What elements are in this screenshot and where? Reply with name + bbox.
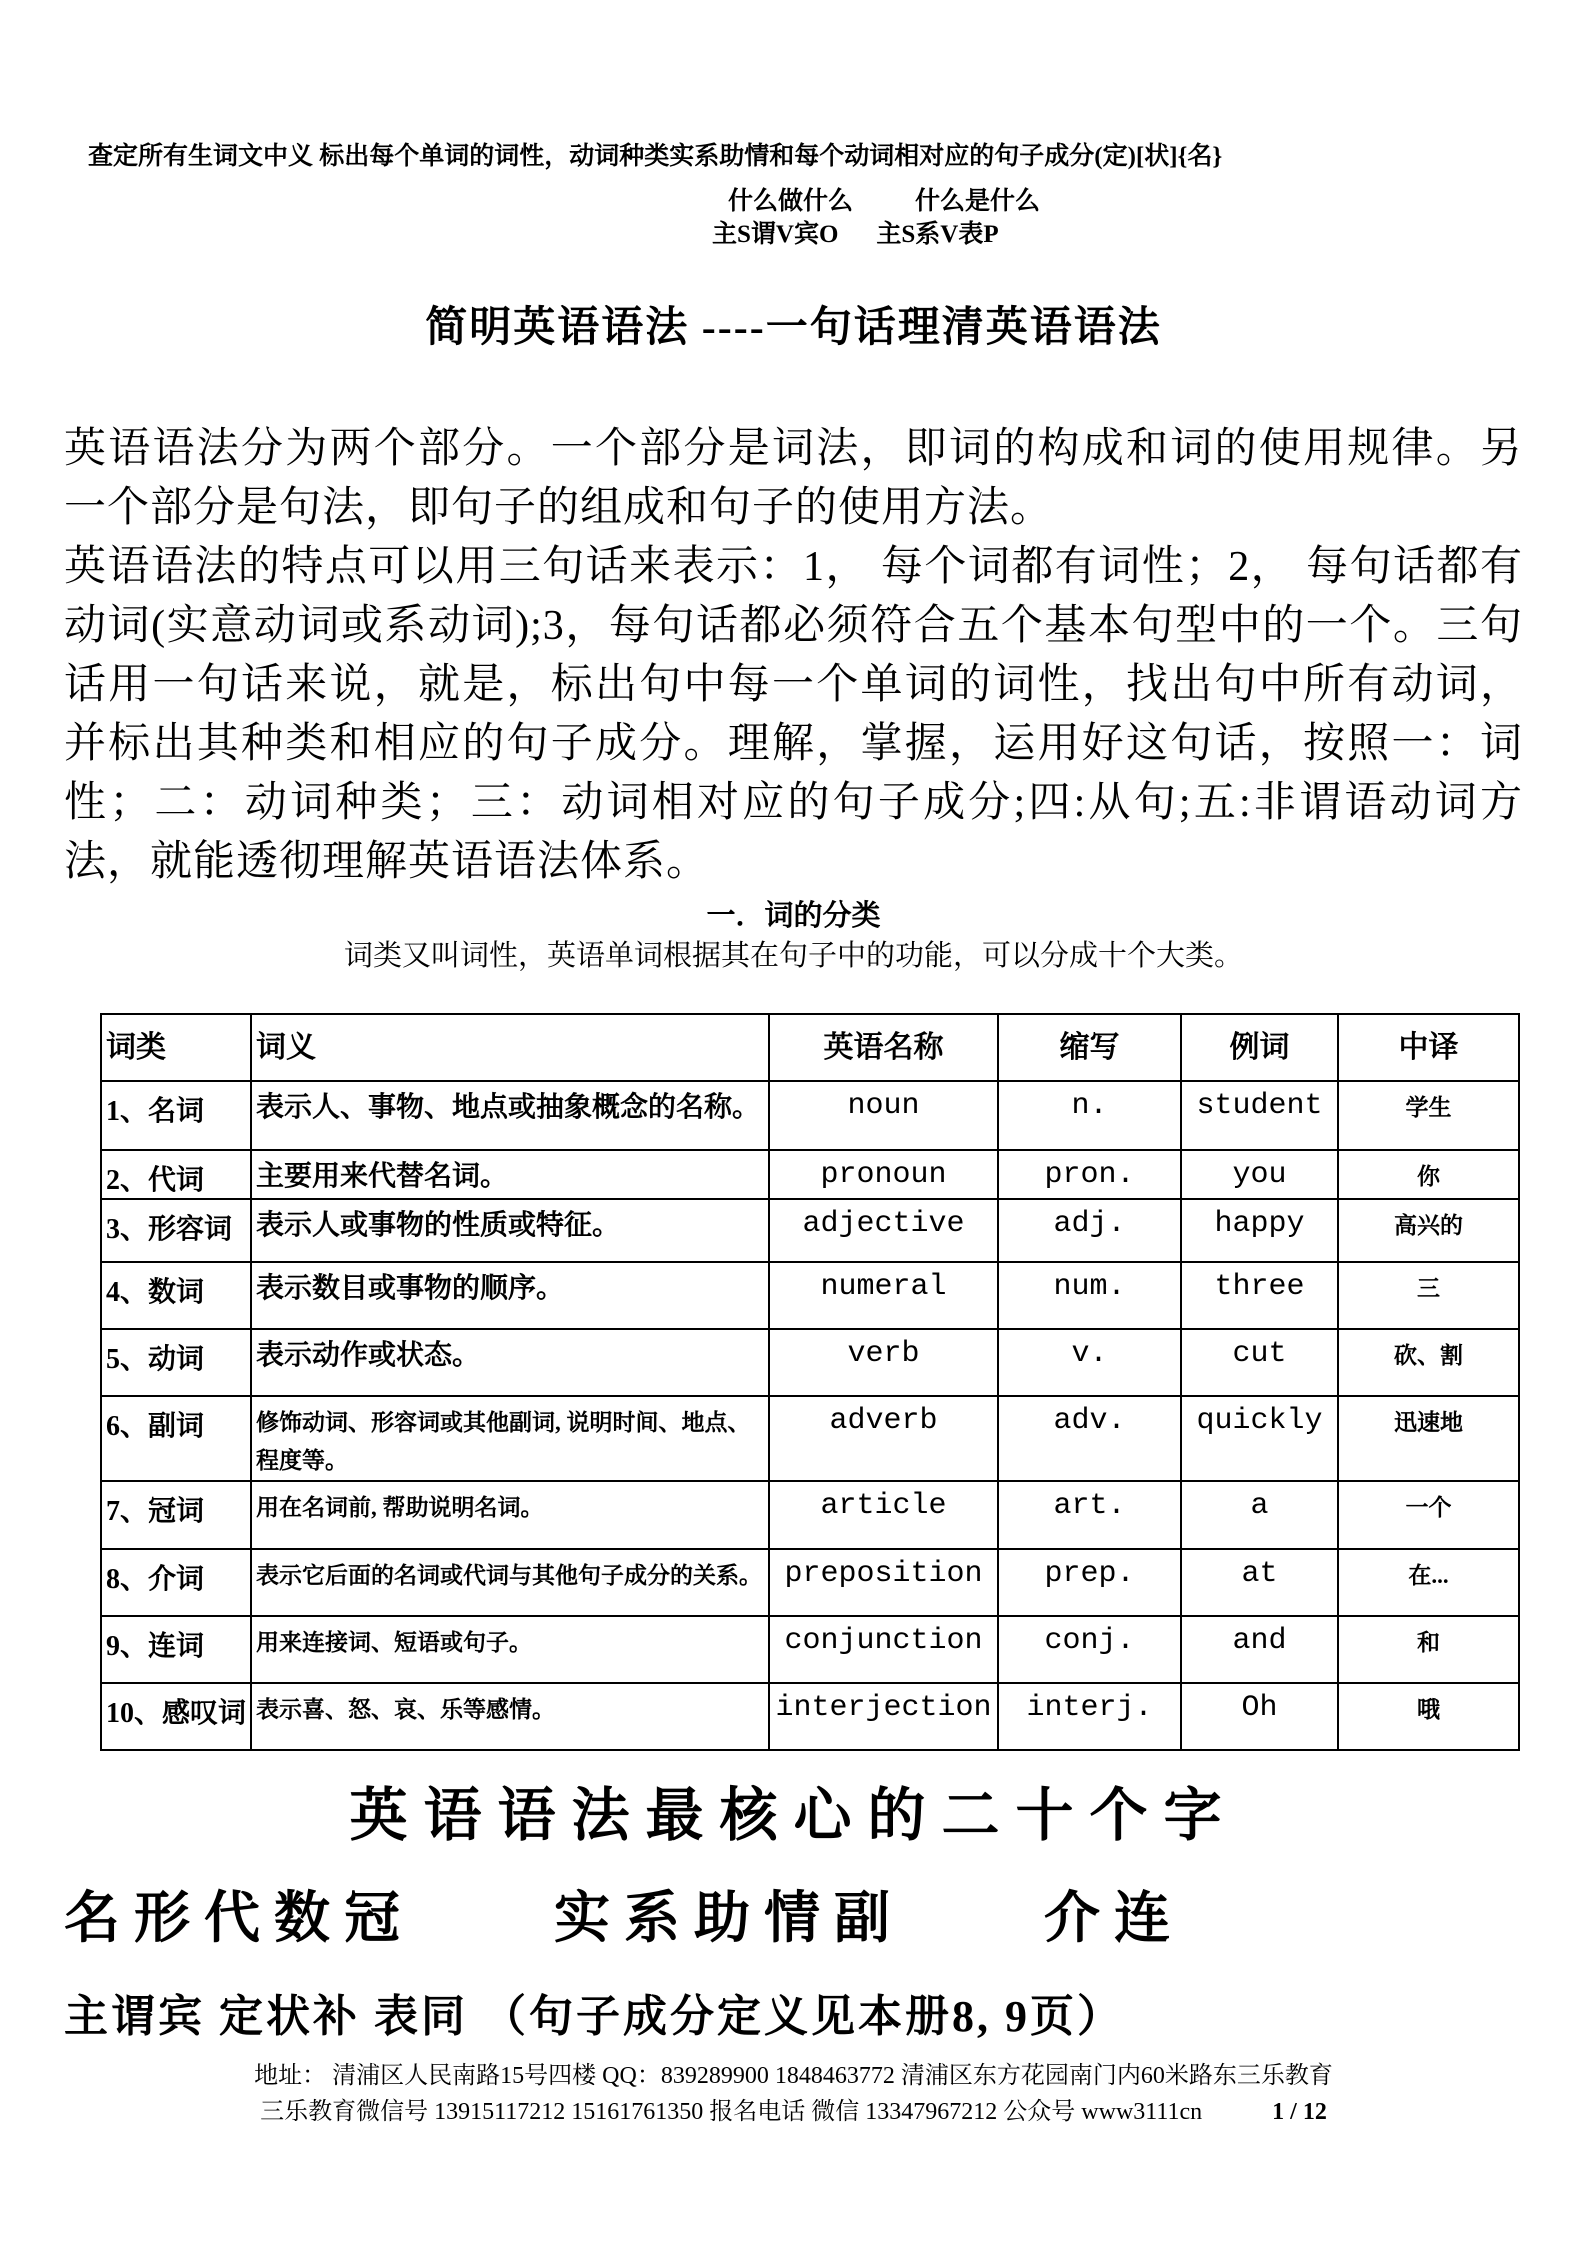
table-row: [101, 1150, 1519, 1199]
table-row: [101, 1481, 1519, 1549]
intro-paragraphs: [64, 420, 1523, 892]
cell-meaning: 用来连接词、短语或句子。: [251, 1616, 769, 1683]
cell-abbreviation: art.: [998, 1481, 1181, 1549]
cell-english-name: adjective: [769, 1199, 998, 1262]
core-heading: 英语语法最核心的二十个字: [349, 1783, 1238, 1848]
cell-chinese-translation: 和: [1338, 1616, 1519, 1683]
cell-english-name: noun: [769, 1081, 998, 1150]
cell-abbreviation: adv.: [998, 1396, 1181, 1481]
intro-paragraph-1: 英语语法分为两个部分。一个部分是词法，即词的构成和词的使用规律。另一个部分是句法，即句子的组成和句子的使用方法。: [64, 426, 1523, 531]
cell-word-class: 6、副词: [101, 1396, 251, 1481]
cell-word-class: 7、冠词: [101, 1481, 251, 1549]
section-heading: 一．词的分类: [706, 900, 881, 932]
table-row: [101, 1683, 1519, 1750]
table-row: [101, 1549, 1519, 1616]
cell-english-name: interjection: [769, 1683, 998, 1750]
annotation-structure-line: [712, 214, 999, 250]
cell-meaning: 表示人或事物的性质或特征。: [251, 1199, 769, 1262]
sentence-elements-line: 主谓宾 定状补 表同 （句子成分定义见本册8, 9页）: [64, 1992, 1124, 2041]
cell-word-class: 2、代词: [101, 1150, 251, 1199]
cell-meaning: 主要用来代替名词。: [251, 1150, 769, 1199]
cell-chinese-translation: 砍、割: [1338, 1329, 1519, 1396]
structure-svo-label: 主S谓V宾O: [712, 221, 839, 248]
cell-word-class: 4、数词: [101, 1262, 251, 1329]
cell-abbreviation: n.: [998, 1081, 1181, 1150]
page-footer: [0, 2058, 1587, 2130]
cell-chinese-translation: 哦: [1338, 1683, 1519, 1750]
word-classes-table: [100, 1013, 1520, 1751]
cell-example-word: student: [1181, 1081, 1338, 1150]
cell-word-class: 3、形容词: [101, 1199, 251, 1262]
cell-english-name: pronoun: [769, 1150, 998, 1199]
table-header-row: [101, 1014, 1519, 1081]
column-header-word-class: 词类: [101, 1014, 251, 1081]
cell-abbreviation: num.: [998, 1262, 1181, 1329]
column-header-abbreviation: 缩写: [998, 1014, 1181, 1081]
table-row: [101, 1329, 1519, 1396]
cell-english-name: conjunction: [769, 1616, 998, 1683]
cell-abbreviation: prep.: [998, 1549, 1181, 1616]
column-header-example-word: 例词: [1181, 1014, 1338, 1081]
cell-meaning: 用在名词前, 帮助说明名词。: [251, 1481, 769, 1549]
cell-word-class: 8、介词: [101, 1549, 251, 1616]
cell-word-class: 9、连词: [101, 1616, 251, 1683]
page-title: 简明英语语法 ----一句话理清英语语法: [425, 305, 1162, 351]
footer-contact-line: [0, 2094, 1587, 2130]
cell-example-word: three: [1181, 1262, 1338, 1329]
column-header-meaning: 词义: [251, 1014, 769, 1081]
cell-example-word: Oh: [1181, 1683, 1338, 1750]
cell-english-name: numeral: [769, 1262, 998, 1329]
column-header-english-name: 英语名称: [769, 1014, 998, 1081]
cell-word-class: 1、名词: [101, 1081, 251, 1150]
cell-meaning: 表示它后面的名词或代词与其他句子成分的关系。: [251, 1549, 769, 1616]
cell-meaning: 表示喜、怒、哀、乐等感情。: [251, 1683, 769, 1750]
footer-contacts: 三乐教育微信号 13915117212 15161761350 报名电话 微信 13347967212 公众号 www3111cn: [260, 2099, 1203, 2125]
cell-abbreviation: interj.: [998, 1683, 1181, 1750]
cell-abbreviation: v.: [998, 1329, 1181, 1396]
structure-svp-label: 主S系V表P: [876, 221, 999, 248]
cell-meaning: 表示数目或事物的顺序。: [251, 1262, 769, 1329]
table-row: [101, 1081, 1519, 1150]
section-subheading: 词类又叫词性，英语单词根据其在句子中的功能，可以分成十个大类。: [343, 940, 1243, 972]
cell-english-name: preposition: [769, 1549, 998, 1616]
cell-example-word: quickly: [1181, 1396, 1338, 1481]
page-number: 1 / 12: [1272, 2099, 1327, 2125]
cell-meaning: 修饰动词、形容词或其他副词, 说明时间、地点、程度等。: [251, 1396, 769, 1481]
cell-example-word: and: [1181, 1616, 1338, 1683]
table-row: [101, 1396, 1519, 1481]
cell-english-name: adverb: [769, 1396, 998, 1481]
section-heading-block: [0, 896, 1587, 976]
column-header-chinese-translation: 中译: [1338, 1014, 1519, 1081]
cell-chinese-translation: 一个: [1338, 1481, 1519, 1549]
table-row: [101, 1199, 1519, 1262]
cell-chinese-translation: 在...: [1338, 1549, 1519, 1616]
cell-english-name: article: [769, 1481, 998, 1549]
cell-meaning: 表示人、事物、地点或抽象概念的名称。: [251, 1081, 769, 1150]
cell-abbreviation: conj.: [998, 1616, 1181, 1683]
cell-example-word: you: [1181, 1150, 1338, 1199]
cell-example-word: at: [1181, 1549, 1338, 1616]
cell-chinese-translation: 高兴的: [1338, 1199, 1519, 1262]
cell-chinese-translation: 学生: [1338, 1081, 1519, 1150]
annotation-pattern-line: [728, 181, 1040, 217]
footer-address-line: 地址： 清浦区人民南路15号四楼 QQ：839289900 1848463772 清浦区东方花园南门内60米路东三乐教育: [254, 2063, 1333, 2089]
table-row: [101, 1262, 1519, 1329]
table-row: [101, 1616, 1519, 1683]
cell-chinese-translation: 迅速地: [1338, 1396, 1519, 1481]
pattern-do-label: 什么做什么: [728, 188, 854, 215]
cell-example-word: happy: [1181, 1199, 1338, 1262]
cell-example-word: cut: [1181, 1329, 1338, 1396]
annotation-instruction-line: 查定所有生词文中义 标出每个单词的词性，动词种类实系助情和每个动词相对应的句子成分(定)[状]{名}: [88, 143, 1223, 170]
cell-abbreviation: pron.: [998, 1150, 1181, 1199]
cell-meaning: 表示动作或状态。: [251, 1329, 769, 1396]
cell-word-class: 5、动词: [101, 1329, 251, 1396]
cell-english-name: verb: [769, 1329, 998, 1396]
cell-chinese-translation: 你: [1338, 1150, 1519, 1199]
intro-paragraph-2: 英语语法的特点可以用三句话来表示：1， 每个词都有词性；2， 每句话都有动词(实意动词或系动词);3，每句话都必须符合五个基本句型中的一个。三句话用一句话来说，就是，标出句中每一个单词的词性，找出句中所有动词，并标出其种类和相应的句子成分。理解，掌握，运用好这句话，按照一：词性；二：动词种类；三：动词相对应的句子成分;四:从句;五:非谓语动词方法，就能透彻理解英语语法体系。: [64, 544, 1523, 885]
cell-chinese-translation: 三: [1338, 1262, 1519, 1329]
cell-word-class: 10、感叹词: [101, 1683, 251, 1750]
core-twenty-words: 名形代数冠 实系助情副 介连: [64, 1888, 1184, 1950]
pattern-be-label: 什么是什么: [915, 188, 1041, 215]
cell-abbreviation: adj.: [998, 1199, 1181, 1262]
cell-example-word: a: [1181, 1481, 1338, 1549]
